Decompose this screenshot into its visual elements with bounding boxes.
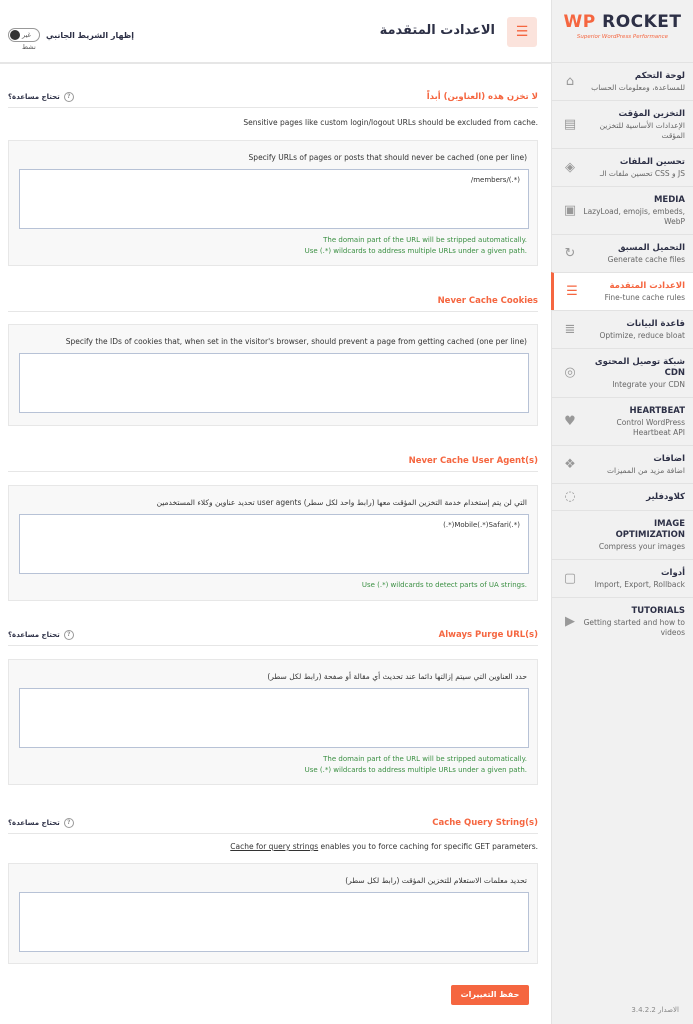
never-cache-urls-help[interactable]: [8, 92, 74, 102]
never-cache-ua-hint: Use (.*) wildcards to detect parts of UA strings.: [361, 581, 527, 589]
page-title: الاعدادت المتقدمة: [379, 23, 495, 38]
sidebar-item-title: لوحة التحكم: [634, 71, 685, 81]
cache-query-textarea[interactable]: [19, 892, 529, 952]
always-purge-hint-2: Use (.*) wildcards to address multiple URLs under a given path.: [304, 766, 527, 774]
cdn-icon: ◎: [564, 365, 576, 380]
cache-query-label: تحديد معلمات الاستعلام للتخزين المؤقت (رابط لكل سطر): [345, 876, 527, 885]
sidebar-item-title: TUTORIALS: [631, 606, 685, 616]
help-icon: ?: [64, 818, 74, 828]
sidebar-toggle-wrap: [8, 28, 135, 51]
layers-icon: ◈: [565, 159, 575, 175]
cache-query-header: [8, 814, 538, 834]
always-purge-box: [8, 659, 538, 785]
heartbeat-icon: ♥: [564, 413, 576, 429]
help-text: تحتاج مساعدة؟: [8, 819, 60, 827]
sidebar-item-subtitle: للمساعدة، ومعلومات الحساب: [591, 83, 685, 92]
sidebar-item-title: كلاودفلير: [646, 492, 685, 502]
sidebar: [551, 0, 693, 1024]
sidebar-item-0[interactable]: [552, 62, 693, 100]
logo-tagline: Superior WordPress Performance: [576, 34, 669, 40]
database-icon: ≣: [564, 321, 576, 337]
home-icon: ⌂: [565, 73, 575, 89]
sidebar-item-subtitle: Import, Export, Rollback: [594, 580, 685, 589]
never-cache-urls-header: [8, 88, 538, 108]
sidebar-item-subtitle: Getting started and how to videos: [583, 618, 685, 637]
always-purge-header: [8, 626, 538, 646]
cache-query-link[interactable]: Cache for query strings: [230, 842, 319, 851]
cloudflare-icon: ◌: [564, 489, 576, 504]
always-purge-label: حدد العناوين التي سيتم إزالتها دائما عند تحديث أي مقالة أو صفحة (رابط لكل سطر): [267, 672, 527, 681]
always-purge-textarea[interactable]: [19, 688, 529, 748]
addons-icon: ❖: [564, 456, 576, 472]
tools-icon: ▢: [563, 570, 577, 586]
never-cache-ua-box: [8, 485, 538, 601]
sidebar-item-7[interactable]: [552, 348, 693, 397]
always-purge-title: Always Purge URL(s): [438, 630, 538, 640]
sidebar-item-title: أدوات: [660, 568, 685, 578]
sidebar-item-3[interactable]: [552, 186, 693, 234]
logo-wp: WP: [563, 12, 596, 32]
sidebar-item-8[interactable]: [552, 397, 693, 445]
never-cache-urls-title: لا تخزن هذه (العناوين) أبداً: [426, 92, 538, 102]
sidebar-item-title: التحميل المسبق: [618, 243, 685, 253]
version-text: الاصدار 3.4.2.2: [631, 1006, 679, 1014]
sidebar-toggle-label: إظهار الشريط الجانبي: [46, 30, 135, 40]
sidebar-item-subtitle: LazyLoad, emojis, embeds, WebP: [583, 207, 685, 226]
sidebar-item-title: HEARTBEAT: [629, 406, 685, 416]
cache-query-desc: [230, 842, 538, 851]
sidebar-toggle[interactable]: [8, 28, 40, 51]
sidebar-item-subtitle: اضافة مزيد من المميزات: [607, 466, 685, 475]
cache-query-desc-rest: enables you to force caching for specific GET parameters.: [318, 842, 538, 851]
cache-query-title: Cache Query String(s): [432, 818, 538, 828]
save-changes-button[interactable]: حفظ التغييرات: [451, 985, 529, 1005]
sidebar-item-2[interactable]: [552, 148, 693, 186]
help-icon: ?: [64, 92, 74, 102]
sidebar-item-subtitle: الإعدادات الأساسية للتخزين المؤقت: [599, 121, 685, 140]
always-purge-help[interactable]: [8, 630, 74, 640]
never-cache-urls-hint-1: The domain part of the URL will be stripped automatically.: [323, 236, 527, 244]
sidebar-item-11[interactable]: [552, 510, 693, 559]
sidebar-item-subtitle: Fine-tune cache rules: [604, 293, 685, 302]
sidebar-item-5[interactable]: [551, 272, 693, 310]
help-text: تحتاج مساعدة؟: [8, 93, 60, 101]
cache-query-help[interactable]: [8, 818, 74, 828]
page-header: [0, 0, 551, 64]
never-cache-urls-textarea[interactable]: /members/(.*): [19, 169, 529, 229]
sidebar-item-title: قاعدة البيانات: [626, 319, 685, 329]
sidebar-item-subtitle: Generate cache files: [607, 255, 685, 264]
sidebar-item-9[interactable]: [552, 445, 693, 483]
never-cache-urls-box: [8, 140, 538, 266]
logo-rocket: ROCKET: [602, 12, 682, 32]
sidebar-item-title: اضافات: [653, 454, 685, 464]
sidebar-item-title: تحسين الملفات: [619, 157, 685, 167]
never-cache-urls-desc: Sensitive pages like custom login/logout URLs should be excluded from cache.: [243, 118, 538, 127]
file-icon: ▤: [563, 116, 577, 132]
sidebar-item-subtitle: تحسين ملفات الـ CSS و JS: [599, 169, 685, 178]
wp-rocket-logo[interactable]: [552, 0, 693, 62]
never-cache-ua-textarea[interactable]: (.*)Mobile(.*)Safari(.*): [19, 514, 529, 574]
advanced-rules-icon: ☰: [507, 17, 537, 47]
toggle-knob: [10, 30, 20, 40]
help-icon: ?: [64, 630, 74, 640]
video-icon: ▶: [565, 613, 575, 629]
never-cache-ua-header: [8, 452, 538, 472]
sidebar-item-subtitle: Compress your images: [598, 542, 685, 551]
never-cache-urls-hint-2: Use (.*) wildcards to address multiple URLs under a given path.: [304, 247, 527, 255]
sidebar-item-13[interactable]: [552, 597, 693, 645]
sidebar-item-title: IMAGE OPTIMIZATION: [615, 519, 685, 540]
never-cache-ua-title: Never Cache User Agent(s): [408, 456, 538, 466]
never-cache-ua-label: تحديد عناوين وكلاء المستخدمين user agents التي لن يتم إستخدام خدمة التخزين المؤقت معها (رابط واحد لكل سطر): [156, 498, 527, 507]
toggle-state: غير نشط: [22, 31, 36, 51]
sidebar-item-subtitle: Integrate your CDN: [612, 380, 685, 389]
never-cache-cookies-title: Never Cache Cookies: [437, 296, 538, 306]
never-cache-cookies-header: [8, 292, 538, 312]
never-cache-cookies-box: [8, 324, 538, 426]
never-cache-cookies-textarea[interactable]: [19, 353, 529, 413]
always-purge-hint-1: The domain part of the URL will be stripped automatically.: [323, 755, 527, 763]
never-cache-urls-label: Specify URLs of pages or posts that should never be cached (one per line): [248, 153, 527, 162]
never-cache-cookies-label: Specify the IDs of cookies that, when set in the visitor's browser, should prevent a page from getting cached (one per line): [65, 337, 527, 346]
cache-query-box: [8, 863, 538, 964]
sidebar-item-4[interactable]: [552, 234, 693, 272]
refresh-icon: ↻: [564, 245, 576, 261]
sidebar-item-subtitle: Optimize, reduce bloat: [599, 331, 685, 340]
sidebar-item-subtitle: Control WordPress Heartbeat API: [616, 418, 685, 437]
sidebar-item-6[interactable]: [552, 310, 693, 348]
sidebar-item-1[interactable]: [552, 100, 693, 148]
sidebar-item-12[interactable]: [552, 559, 693, 597]
sidebar-item-title: شبكة توصيل المحتوى CDN: [594, 357, 685, 378]
sidebar-item-10[interactable]: [552, 483, 693, 510]
help-text: تحتاج مساعدة؟: [8, 631, 60, 639]
image-optimization-icon: [562, 527, 578, 543]
sidebar-item-title: MEDIA: [653, 195, 685, 205]
sidebar-item-title: الاعدادت المتقدمة: [609, 281, 685, 291]
list-icon: ☰: [566, 283, 578, 299]
image-icon: ▣: [563, 202, 577, 218]
sidebar-item-title: التخزين المؤقت: [618, 109, 685, 119]
